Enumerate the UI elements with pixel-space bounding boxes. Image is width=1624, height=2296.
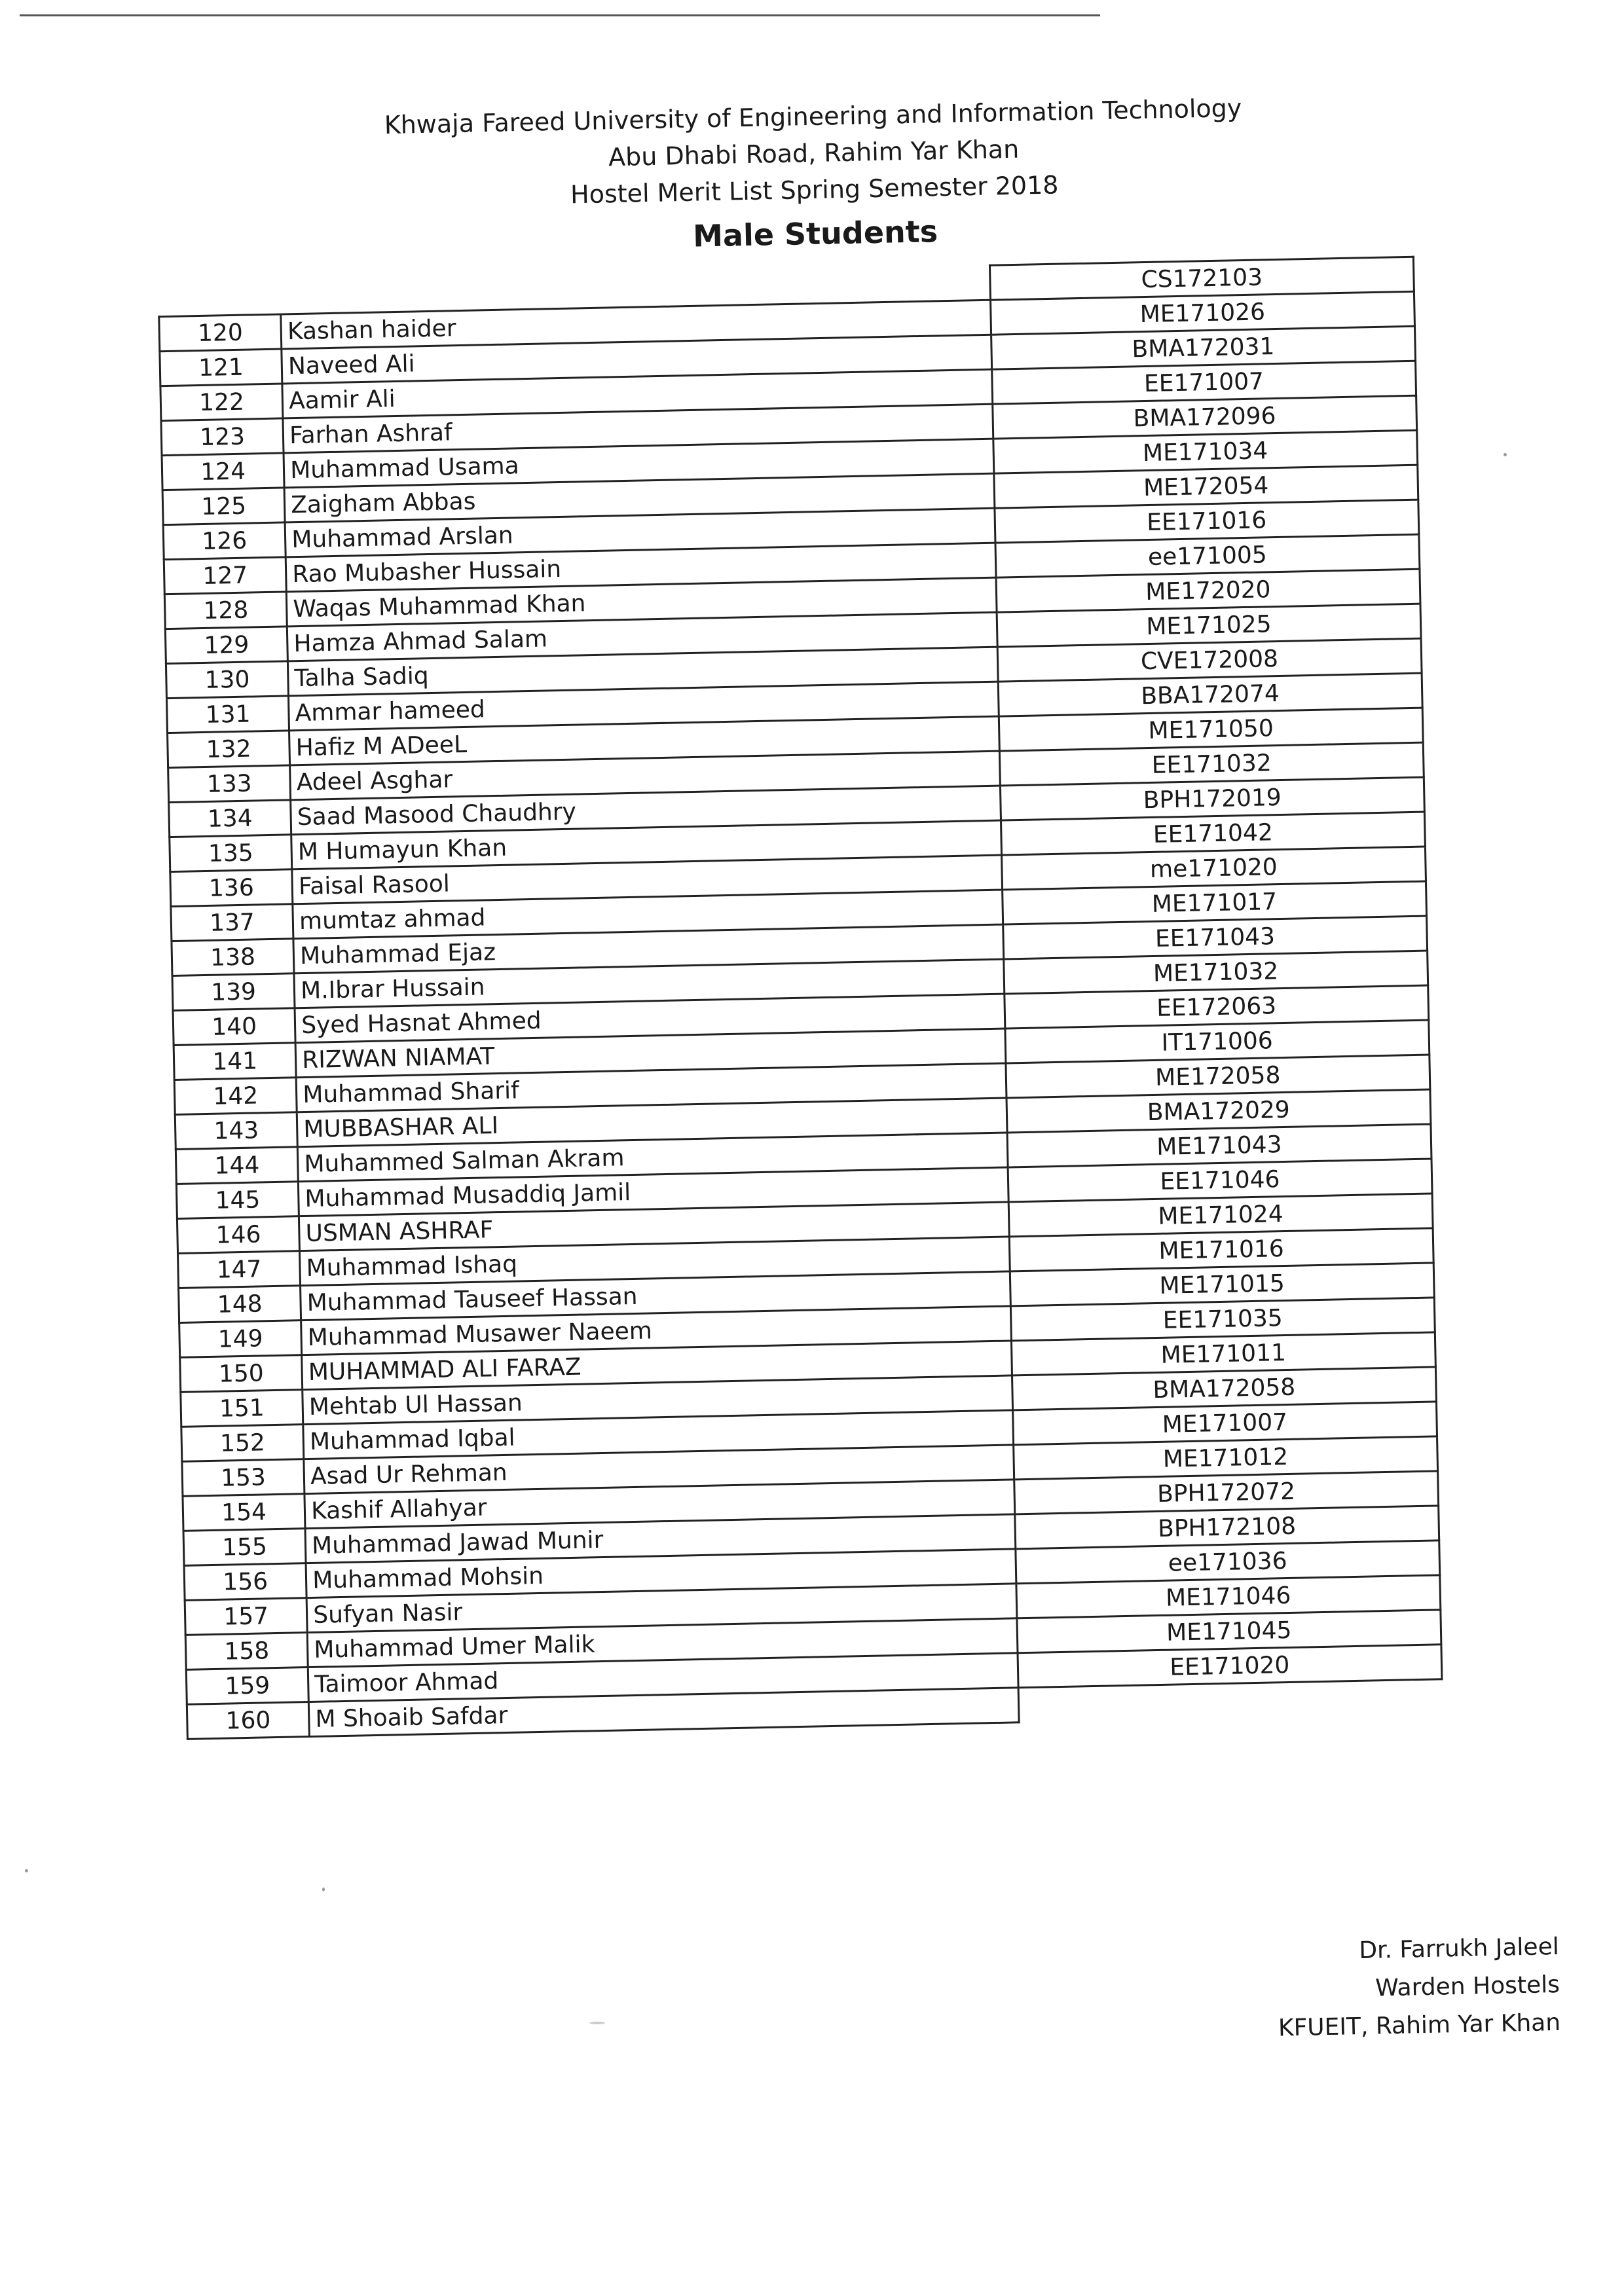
- sr-no-cell: 140: [173, 1008, 295, 1046]
- reg-no-cell: ME172058: [1006, 1055, 1430, 1098]
- reg-no-cell: EE171032: [999, 742, 1424, 786]
- reg-no-cell: ME171017: [1002, 881, 1426, 924]
- scan-speck: [589, 2022, 605, 2024]
- reg-no-cell: EE171043: [1003, 916, 1427, 959]
- reg-no-cell: EE171016: [995, 500, 1419, 543]
- student-name-cell: Muhammad Mohsin: [306, 1549, 1016, 1598]
- signatory-designation: Warden Hostels: [1375, 1971, 1560, 2002]
- scan-speck: [1504, 453, 1507, 456]
- student-name-cell: Muhammad Ishaq: [300, 1237, 1010, 1286]
- scan-speck: [25, 1869, 28, 1872]
- reg-no-cell: ME171012: [1013, 1436, 1437, 1480]
- reg-no-cell: ee171005: [995, 534, 1420, 577]
- scan-edge-line: [20, 14, 1100, 16]
- sr-no-cell: 154: [183, 1494, 305, 1531]
- reg-no-cell: IT171006: [1005, 1020, 1430, 1063]
- student-name-cell: Kashan haider: [281, 300, 991, 349]
- reg-no-cell: CVE172008: [997, 638, 1422, 682]
- sr-no-cell: 143: [175, 1112, 297, 1150]
- sr-no-cell: 141: [174, 1043, 296, 1080]
- sr-no-cell: 131: [166, 696, 289, 733]
- student-name-cell: Rao Mubasher Hussain: [286, 543, 995, 592]
- student-name-cell: Muhammad Umer Malik: [307, 1618, 1017, 1667]
- reg-no-cell: me171020: [1001, 847, 1426, 890]
- student-name-cell: Waqas Muhammad Khan: [286, 577, 996, 627]
- sr-no-cell: 150: [180, 1355, 303, 1393]
- student-name-cell: Muhammad Musaddiq Jamil: [299, 1167, 1008, 1216]
- student-name-cell: Sufyan Nasir: [306, 1584, 1016, 1633]
- reg-no-cell: BPH172108: [1014, 1506, 1439, 1549]
- reg-no-cell: BMA172029: [1006, 1089, 1431, 1133]
- student-name-cell: USMAN ASHRAF: [299, 1202, 1009, 1251]
- student-name-cell: MUBBASHAR ALI: [297, 1098, 1006, 1147]
- reg-no-cell: ME171011: [1011, 1332, 1435, 1376]
- sr-no-cell: 144: [175, 1147, 298, 1184]
- sr-no-cell: 128: [164, 592, 287, 629]
- sr-cell-empty: [158, 280, 281, 317]
- sr-no-cell: 133: [168, 765, 291, 803]
- sr-no-cell: 147: [178, 1251, 301, 1288]
- sr-no-cell: 130: [166, 661, 288, 699]
- student-name-cell: Naveed Ali: [282, 335, 991, 384]
- signatory-office: KFUEIT, Rahim Yar Khan: [1278, 2009, 1561, 2042]
- student-name-cell: Adeel Asghar: [290, 751, 1000, 800]
- sr-no-cell: 138: [172, 939, 294, 976]
- reg-no-cell: ME172054: [994, 465, 1418, 508]
- student-name-cell: M.Ibrar Hussain: [294, 959, 1004, 1008]
- student-name-cell: Hamza Ahmad Salam: [287, 612, 997, 661]
- sr-no-cell: 151: [181, 1390, 303, 1427]
- signatory-name: Dr. Farrukh Jaleel: [1358, 1933, 1559, 1965]
- reg-no-cell: EE171035: [1010, 1298, 1435, 1341]
- sr-no-cell: 157: [185, 1598, 307, 1635]
- reg-no-cell: ME171046: [1016, 1575, 1441, 1618]
- reg-no-cell: ME171032: [1003, 951, 1428, 994]
- sr-no-cell: 156: [184, 1563, 306, 1601]
- student-name-cell: M Humayun Khan: [291, 820, 1001, 869]
- merit-table-container: [157, 256, 1443, 1740]
- reg-no-cell: BMA172096: [992, 395, 1416, 439]
- student-name-cell: Hafiz M ADeeL: [289, 716, 999, 765]
- list-title: Hostel Merit List Spring Semester 2018: [570, 170, 1059, 210]
- student-name-cell: Faisal Rasool: [292, 855, 1002, 904]
- student-name-cell: Syed Hasnat Ahmed: [295, 994, 1005, 1043]
- sr-no-cell: 123: [161, 418, 284, 456]
- reg-no-cell: ME171034: [993, 430, 1418, 473]
- student-name-cell: Ammar hameed: [289, 682, 999, 731]
- merit-table: [157, 256, 1443, 1740]
- reg-no-cell: EE171020: [1018, 1645, 1442, 1688]
- student-name-cell: M Shoaib Safdar: [308, 1688, 1018, 1737]
- sr-no-cell: 135: [170, 835, 292, 872]
- sr-no-cell: 121: [160, 349, 282, 386]
- sr-no-cell: 152: [181, 1425, 304, 1462]
- reg-no-cell: ME171050: [999, 708, 1423, 751]
- sr-no-cell: 158: [185, 1633, 308, 1670]
- sr-no-cell: 127: [164, 557, 286, 594]
- student-name-cell: Muhammad Iqbal: [303, 1410, 1013, 1459]
- university-name: Khwaja Fareed University of Engineering and Information Technology: [384, 93, 1242, 140]
- reg-no-cell: ME171007: [1012, 1402, 1437, 1445]
- student-name-cell: Muhammad Ejaz: [293, 924, 1003, 974]
- sr-no-cell: 148: [179, 1286, 301, 1323]
- merit-table-body: [158, 257, 1443, 1739]
- sr-no-cell: 145: [176, 1182, 299, 1219]
- reg-no-cell: ME171045: [1017, 1610, 1441, 1653]
- student-name-cell: Aamir Ali: [282, 369, 992, 418]
- sr-no-cell: 139: [172, 974, 295, 1011]
- scan-speck: [322, 1887, 325, 1891]
- sr-no-cell: 155: [183, 1529, 306, 1566]
- section-title: Male Students: [692, 213, 938, 254]
- sr-no-cell: 125: [162, 488, 285, 525]
- reg-no-cell: BMA172031: [991, 326, 1415, 369]
- reg-no-cell: ME171025: [997, 604, 1421, 647]
- reg-no-cell: ME171043: [1007, 1124, 1431, 1167]
- reg-no-cell: CS172103: [989, 257, 1414, 300]
- reg-no-cell: BBA172074: [998, 673, 1422, 716]
- signature-block: [1276, 1928, 1561, 2048]
- student-name-cell: Saad Masood Chaudhry: [291, 786, 1001, 835]
- reg-no-cell: ME171015: [1010, 1263, 1434, 1306]
- student-name-cell: Mehtab Ul Hassan: [303, 1376, 1012, 1425]
- reg-no-cell: ME171024: [1008, 1194, 1433, 1237]
- student-name-cell: Kashif Allahyar: [304, 1480, 1014, 1529]
- sr-no-cell: 146: [177, 1216, 299, 1254]
- student-name-cell: RIZWAN NIAMAT: [295, 1029, 1005, 1078]
- reg-no-cell: ee171036: [1016, 1540, 1440, 1584]
- sr-no-cell: 134: [169, 800, 291, 837]
- sr-no-cell: 159: [186, 1667, 308, 1705]
- reg-no-cell: ME171016: [1009, 1228, 1433, 1271]
- student-name-cell: Muhammad Jawad Munir: [305, 1514, 1015, 1563]
- student-name-cell: Muhammad Tauseef Hassan: [301, 1271, 1010, 1321]
- reg-no-cell: ME172020: [996, 569, 1420, 612]
- sr-no-cell: 136: [170, 869, 293, 907]
- sr-no-cell: 142: [174, 1078, 297, 1115]
- student-name-cell: MUHAMMAD ALI FARAZ: [302, 1341, 1012, 1390]
- sr-no-cell: 153: [182, 1459, 304, 1497]
- student-name-cell: Muhammad Arslan: [285, 508, 995, 557]
- student-name-cell: Muhammed Salman Akram: [297, 1133, 1007, 1182]
- student-name-cell: Muhammad Musawer Naeem: [301, 1306, 1011, 1355]
- reg-no-cell: EE171007: [991, 361, 1416, 404]
- document-header: [0, 82, 1624, 273]
- student-name-cell: mumtaz ahmad: [293, 890, 1003, 939]
- university-address: Abu Dhabi Road, Rahim Yar Khan: [608, 134, 1020, 172]
- reg-no-cell: BMA172058: [1012, 1367, 1436, 1410]
- student-name-cell: Talha Sadiq: [288, 647, 998, 696]
- reg-no-cell: EE171046: [1008, 1159, 1432, 1202]
- reg-no-cell: ME171026: [990, 291, 1414, 335]
- sr-no-cell: 129: [165, 627, 287, 664]
- sr-no-cell: 126: [163, 522, 286, 560]
- student-name-cell: Farhan Ashraf: [283, 404, 993, 453]
- sr-no-cell: 120: [159, 314, 282, 352]
- sr-no-cell: 124: [162, 453, 284, 490]
- reg-no-cell: EE171042: [1001, 812, 1425, 855]
- sr-no-cell: 132: [168, 731, 290, 768]
- student-name-cell: Taimoor Ahmad: [308, 1653, 1018, 1702]
- student-name-cell: Muhammad Sharif: [296, 1063, 1006, 1112]
- sr-no-cell: 137: [171, 904, 293, 941]
- student-name-cell: Asad Ur Rehman: [304, 1445, 1014, 1494]
- student-name-cell: Zaigham Abbas: [284, 473, 994, 522]
- sr-no-cell: 160: [187, 1702, 309, 1740]
- sr-no-cell: 149: [179, 1321, 302, 1358]
- sr-no-cell: 122: [160, 384, 283, 421]
- reg-no-cell: EE172063: [1005, 985, 1429, 1029]
- student-name-cell: Muhammad Usama: [284, 439, 993, 488]
- reg-no-cell: BPH172019: [1000, 777, 1424, 820]
- reg-no-cell: BPH172072: [1014, 1471, 1438, 1514]
